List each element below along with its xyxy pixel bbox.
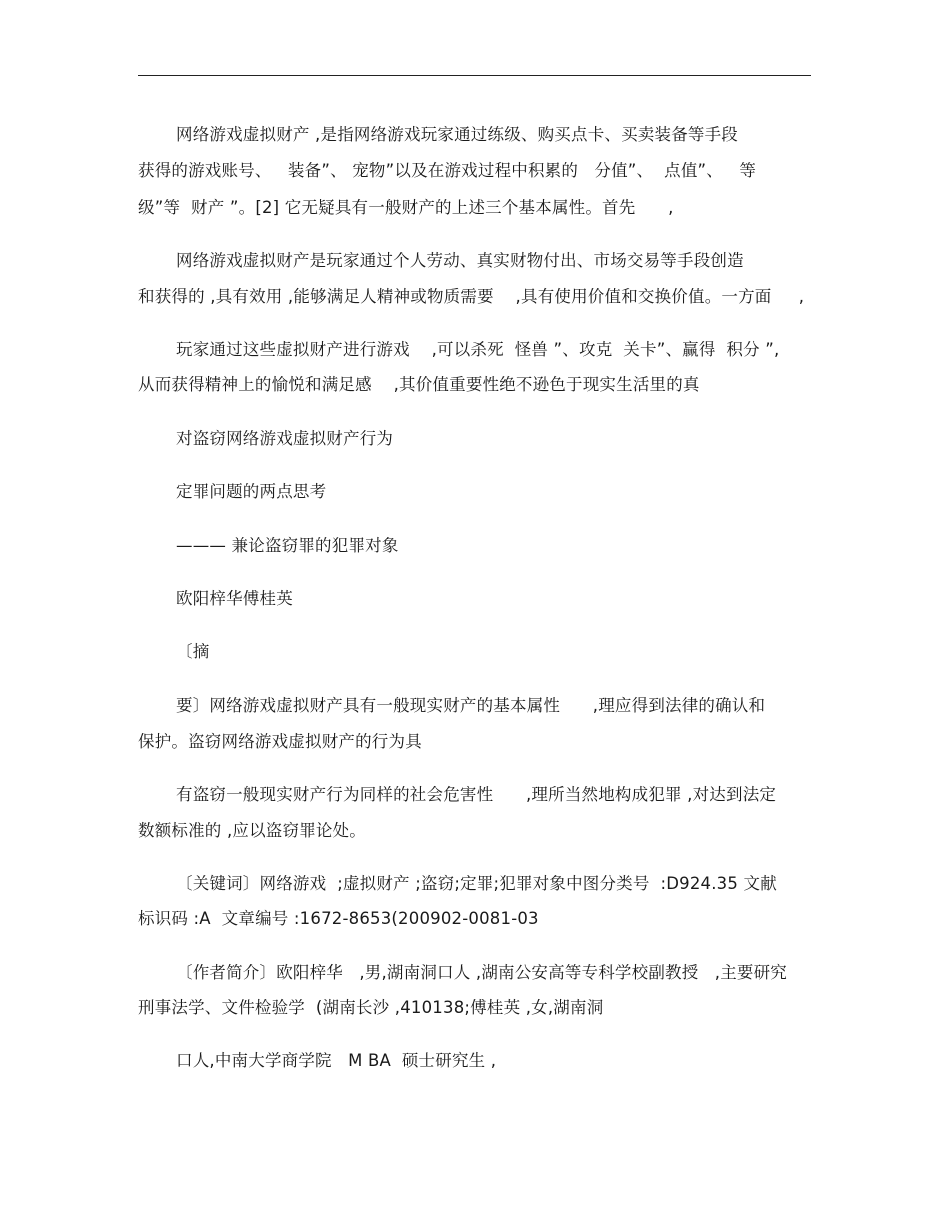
article-title-line-2: 定罪问题的两点思考 bbox=[176, 482, 327, 501]
article-title-line-1: 对盗窃网络游戏虚拟财产行为 bbox=[176, 429, 394, 448]
abstract-line-4: 数额标准的 ,应以盗窃罪论处。 bbox=[138, 821, 366, 840]
paragraph-2-line-1: 网络游戏虚拟财产是玩家通过个人劳动、真实财物付出、市场交易等手段创造 bbox=[176, 251, 744, 270]
abstract-line-2: 保护。盗窃网络游戏虚拟财产的行为具 bbox=[138, 732, 422, 751]
paragraph-1-line-1: 网络游戏虚拟财产 ,是指网络游戏玩家通过练级、购买点卡、买卖装备等手段 bbox=[176, 125, 738, 144]
author-info-line-2: 刑事法学、文件检验学 (湖南长沙 ,410138;傅桂英 ,女,湖南洞 bbox=[138, 998, 604, 1017]
paragraph-1-line-3: 级”等 财产 ”。[2] 它无疑具有一般财产的上述三个基本属性。首先 , bbox=[138, 198, 674, 217]
article-subtitle: ——— 兼论盗窃罪的犯罪对象 bbox=[176, 536, 399, 555]
header-rule bbox=[138, 75, 811, 76]
author-info-line-1: 〔作者简介〕欧阳梓华 ,男,湖南洞口人 ,湖南公安高等专科学校副教授 ,主要研究 bbox=[176, 963, 787, 982]
paragraph-1-line-2: 获得的游戏账号、 装备”、 宠物”以及在游戏过程中积累的 分值”、 点值”、 等 bbox=[138, 161, 757, 180]
abstract-line-3: 有盗窃一般现实财产行为同样的社会危害性 ,理所当然地构成犯罪 ,对达到法定 bbox=[176, 785, 777, 804]
article-authors: 欧阳梓华傅桂英 bbox=[176, 589, 293, 608]
paragraph-3-line-2: 从而获得精神上的愉悦和满足感 ,其价值重要性绝不逊色于现实生活里的真 bbox=[138, 375, 700, 394]
paragraph-2-line-2: 和获得的 ,具有效用 ,能够满足人精神或物质需要 ,具有使用价值和交换价值。一方面 , bbox=[138, 287, 805, 306]
keywords-line-1: 〔关键词〕网络游戏 ;虚拟财产 ;盗窃;定罪;犯罪对象中图分类号 :D924.35 文献 bbox=[176, 874, 777, 893]
keywords-line-2: 标识码 :A 文章编号 :1672-8653(200902-0081-03 bbox=[138, 909, 539, 928]
abstract-line-1: 要〕网络游戏虚拟财产具有一般现实财产的基本属性 ,理应得到法律的确认和 bbox=[176, 696, 766, 715]
paragraph-3-line-1: 玩家通过这些虚拟财产进行游戏 ,可以杀死 怪兽 ”、攻克 关卡”、赢得 积分 ”, bbox=[176, 340, 780, 359]
author-info-line-3: 口人,中南大学商学院 M BA 硕士研究生 , bbox=[176, 1051, 497, 1070]
abstract-marker: 〔摘 bbox=[176, 642, 210, 661]
